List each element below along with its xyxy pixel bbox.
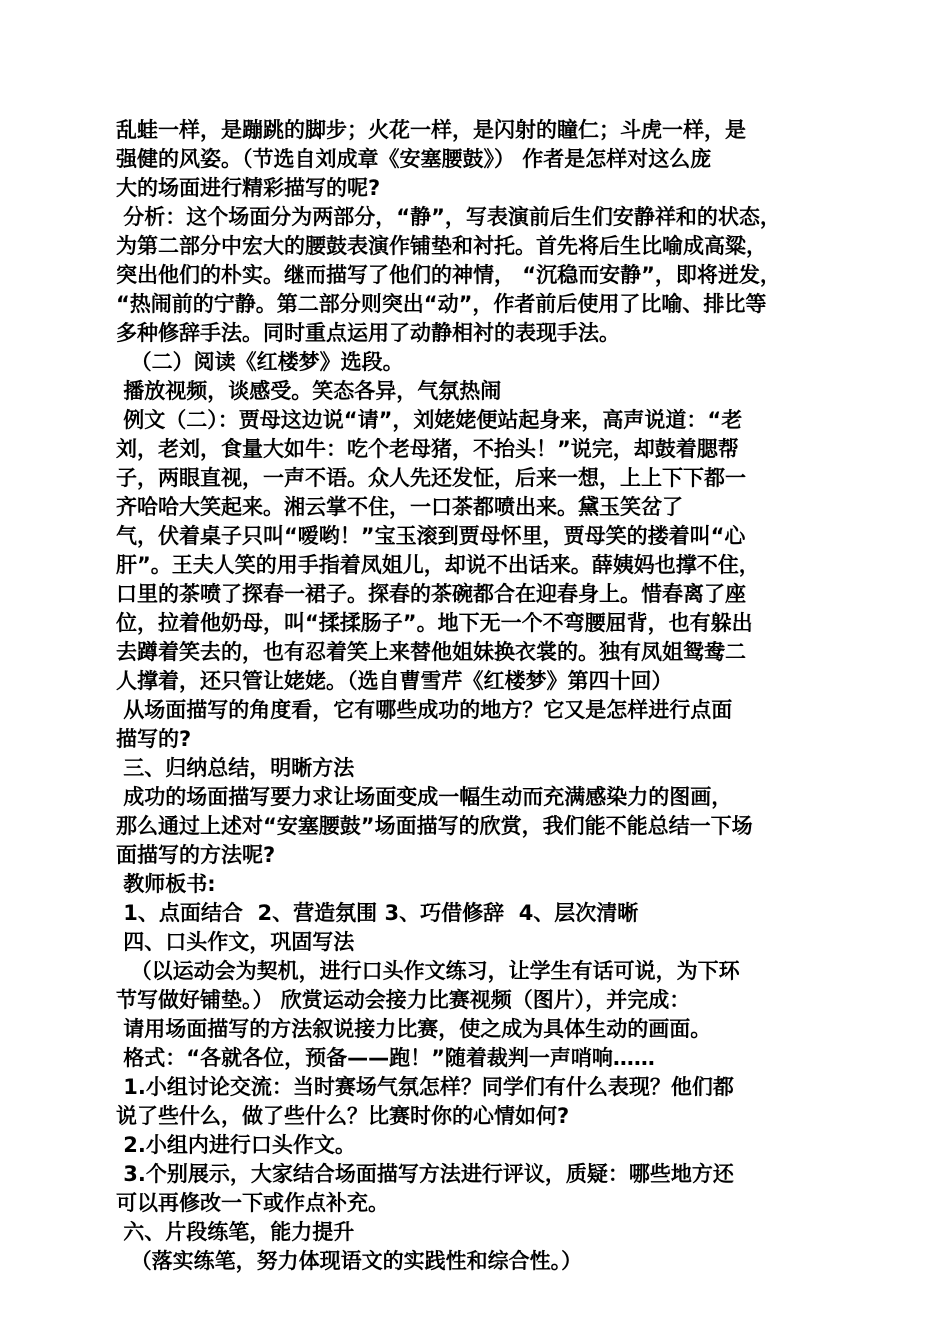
text-line: 强健的风姿。（节选自刘成章《安塞腰鼓》） 作者是怎样对这么庞: [116, 147, 712, 171]
text-line: 说了些什么，做了些什么？比赛时你的心情如何?: [116, 1104, 570, 1128]
text-line: 1.小组讨论交流：当时赛场气氛怎样？同学们有什么表现？他们都: [116, 1075, 734, 1099]
text-line: 描写的?: [116, 727, 192, 751]
text-line: 齐哈哈大笑起来。湘云掌不住，一口茶都喷出来。黛玉笑岔了: [116, 495, 683, 519]
text-line: 那么通过上述对“安塞腰鼓”场面描写的欣赏，我们能不能总结一下场: [116, 814, 753, 838]
text-line: 节写做好铺垫。） 欣赏运动会接力比赛视频（图片），并完成：: [116, 988, 691, 1012]
text-line: 人撑着，还只管让姥姥。（选自曹雪芹《红楼梦》第四十回）: [116, 669, 673, 693]
text-line: 为第二部分中宏大的腰鼓表演作铺垫和衬托。首先将后生比喻成高粱，: [116, 234, 767, 258]
text-line: “热闹前的宁静。第二部分则突出“动”，作者前后使用了比喻、排比等: [116, 292, 767, 316]
text-line: （以运动会为契机，进行口头作文练习，让学生有话可说，为下环: [116, 959, 740, 983]
text-line: 气，伏着桌子只叫“嗳哟！”宝玉滚到贾母怀里，贾母笑的搂着叫“心: [116, 524, 746, 548]
text-line: 可以再修改一下或作点补充。: [116, 1191, 389, 1215]
text-line: 突出他们的朴实。继而描写了他们的神情， “沉稳而安静”，即将迸发，: [116, 263, 781, 287]
text-line: 分析：这个场面分为两部分，“静”，写表演前后生们安静祥和的状态，: [116, 205, 781, 229]
text-line: 例文（二）：贾母这边说“请”，刘姥姥便站起身来，高声说道：“老: [116, 408, 743, 432]
text-line: 大的场面进行精彩描写的呢?: [116, 176, 381, 200]
text-line: 子，两眼直视，一声不语。众人先还发怔，后来一想，上上下下都一: [116, 466, 746, 490]
text-line: 1、点面结合 2、营造氛围 3、巧借修辞 4、层次清晰: [116, 901, 639, 925]
text-line: 成功的场面描写要力求让场面变成一幅生动而充满感染力的图画，: [116, 785, 733, 809]
section-heading: 六、片段练笔，能力提升: [116, 1220, 355, 1244]
section-heading: 三、归纳总结，明晰方法: [116, 756, 355, 780]
text-line: 从场面描写的角度看，它有哪些成功的地方？它又是怎样进行点面: [116, 698, 733, 722]
text-line: 请用场面描写的方法叙说接力比赛，使之成为具体生动的画面。: [116, 1017, 712, 1041]
text-line: 格式：“各就各位，预备——跑！”随着裁判一声哨响……: [116, 1046, 655, 1070]
section-heading: 四、口头作文，巩固写法: [116, 930, 355, 954]
text-line: 口里的茶喷了探春一裙子。探春的茶碗都合在迎春身上。惜春离了座: [116, 582, 746, 606]
text-line: 播放视频，谈感受。笑态各异，气氛热闹: [116, 379, 502, 403]
text-line: 去蹲着笑去的，也有忍着笑上来替他姐妹换衣裳的。独有凤姐鸳鸯二: [116, 640, 746, 664]
text-line: 3.个别展示，大家结合场面描写方法进行评议，质疑：哪些地方还: [116, 1162, 734, 1186]
text-line: 乱蛙一样，是蹦跳的脚步；火花一样，是闪射的瞳仁；斗虎一样，是: [116, 118, 746, 142]
text-line: 多种修辞手法。同时重点运用了动静相衬的表现手法。: [116, 321, 620, 345]
text-line: 面描写的方法呢?: [116, 843, 276, 867]
text-line: 2.小组内进行口头作文。: [116, 1133, 356, 1157]
section-heading: （二）阅读《红楼梦》选段。: [116, 350, 404, 374]
text-line: 位，拉着他奶母，叫“揉揉肠子”。地下无一个不弯腰屈背，也有躲出: [116, 611, 753, 635]
text-line: 肝”。王夫人笑的用手指着凤姐儿，却说不出话来。薛姨妈也撑不住，: [116, 553, 760, 577]
text-line: 刘，老刘，食量大如牛：吃个老母猪，不抬头！”说完，却鼓着腮帮: [116, 437, 739, 461]
text-line: （落实练笔，努力体现语文的实践性和综合性。）: [116, 1249, 583, 1273]
text-line: 教师板书:: [116, 872, 216, 896]
